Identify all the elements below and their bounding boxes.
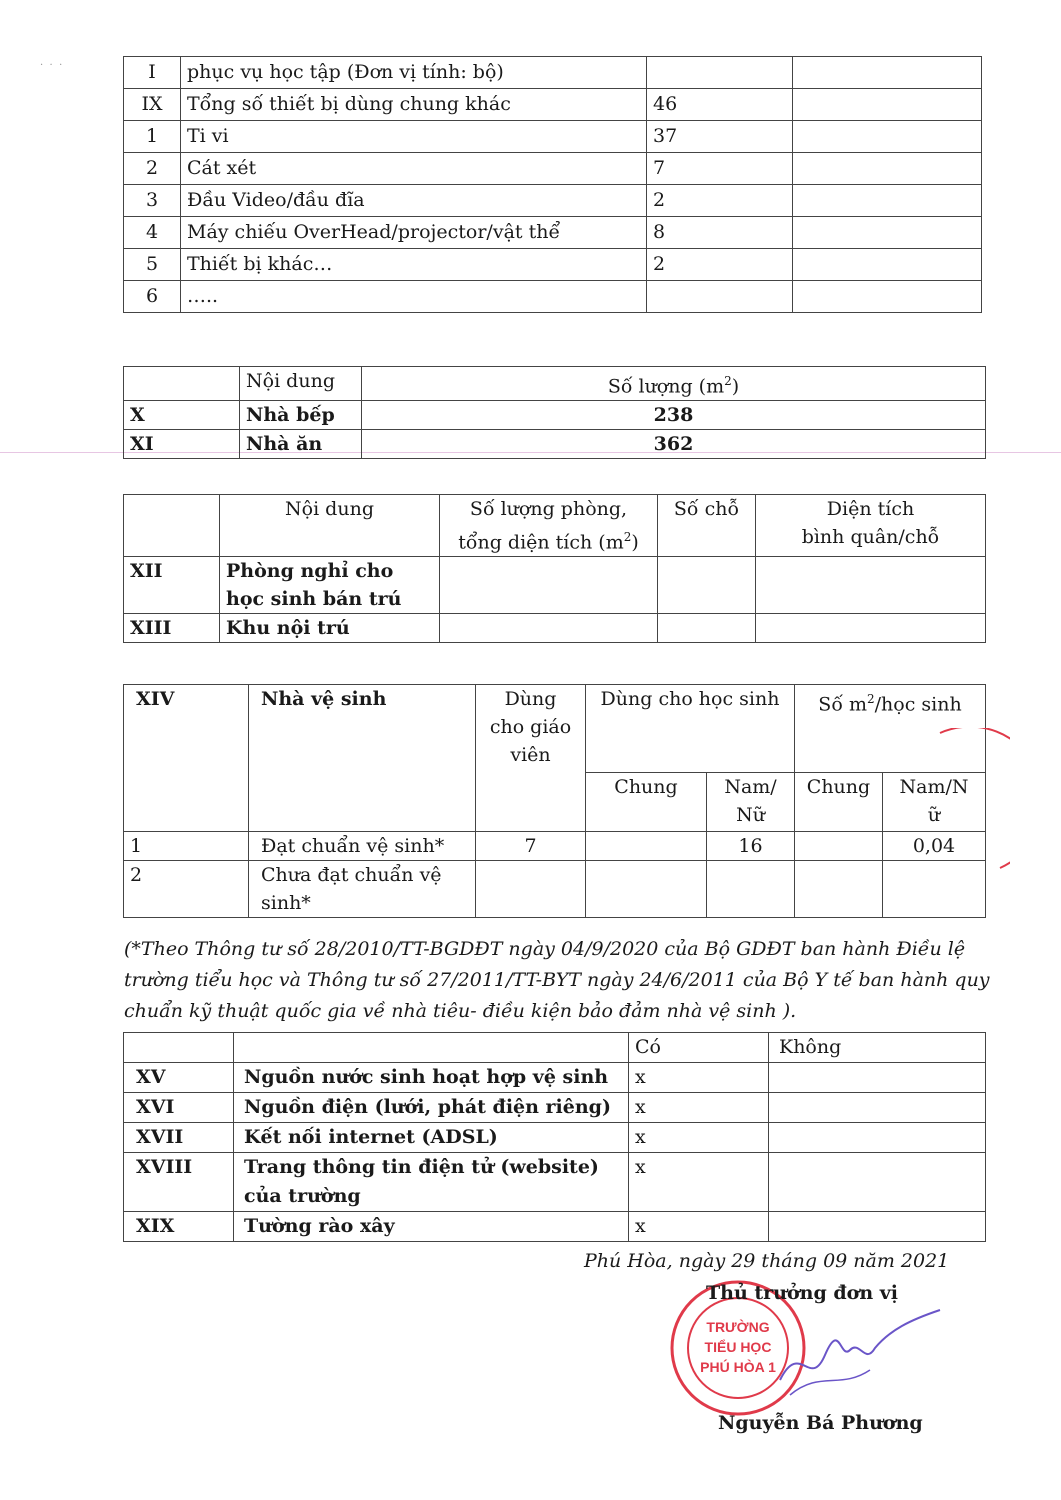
- header-common-2: Chung: [795, 772, 883, 831]
- toilet-table: [123, 684, 986, 918]
- table-row: [124, 185, 982, 217]
- row-number: XIX: [124, 1212, 234, 1242]
- scan-dots: · · ·: [40, 60, 63, 71]
- footnote: (*Theo Thông tư số 28/2010/TT-BGDĐT ngày 04/9/2020 của Bộ GDĐT ban hành Điều lệ trường tiểu học và Thông tư số 27/2011/TT-BYT ngày 24/6/2011 của Bộ Y tế ban hành quy chuẩn kỹ thuật quốc gia về nhà tiêu- điều kiện bảo đảm nhà vệ sinh ).: [124, 938, 990, 1022]
- table-row: [124, 89, 982, 121]
- row-number: XIII: [124, 614, 220, 643]
- table-row: [124, 861, 986, 918]
- header-blank: [124, 495, 220, 557]
- row-number: X: [124, 401, 240, 430]
- row-number: XVII: [124, 1123, 234, 1153]
- stamp-text-2: TIỂU HỌC: [704, 1339, 772, 1355]
- table-row: [124, 1153, 986, 1212]
- table-row: [124, 57, 982, 89]
- row-label: Nhà bếp: [240, 401, 362, 430]
- partial-stamp: [920, 728, 1010, 878]
- table-row: [124, 1123, 986, 1153]
- row-label: Máy chiếu OverHead/projector/vật thể: [181, 217, 647, 249]
- table-row: [124, 1093, 986, 1123]
- table-row: [124, 217, 982, 249]
- signer-title: Thủ trưởng đơn vị: [706, 1282, 899, 1304]
- row-number: XII: [124, 557, 220, 614]
- row-common: [586, 832, 707, 861]
- table-row: [124, 1212, 986, 1242]
- row-value: [647, 57, 793, 89]
- utilities-table: [123, 1032, 986, 1242]
- row-label: Nguồn nước sinh hoạt hợp vệ sinh: [234, 1063, 629, 1093]
- row-number: 4: [124, 217, 181, 249]
- row-label: Đầu Video/đầu đĩa: [181, 185, 647, 217]
- row-yes: x: [629, 1093, 769, 1123]
- row-label: Nguồn điện (lưới, phát điện riêng): [234, 1093, 629, 1123]
- table-header-row: [124, 1033, 986, 1063]
- row-male-female: 16: [707, 832, 795, 861]
- header-content: Nội dung: [220, 495, 440, 557]
- row-number: IX: [124, 89, 181, 121]
- row-number: XVIII: [124, 1153, 234, 1212]
- row-number: 2: [124, 153, 181, 185]
- header-common: Chung: [586, 772, 707, 831]
- row-label: Kết nối internet (ADSL): [234, 1123, 629, 1153]
- row-label: phục vụ học tập (Đơn vị tính: bộ): [181, 57, 647, 89]
- row-value: 362: [362, 430, 986, 459]
- signer-name: Nguyễn Bá Phương: [718, 1412, 923, 1434]
- row-label: Khu nội trú: [220, 614, 440, 643]
- row-label: Chưa đạt chuẩn vệ sinh*: [249, 861, 476, 918]
- row-male-female-2: 0,04: [883, 832, 986, 861]
- row-extra: [793, 153, 982, 185]
- table-header-row: [124, 367, 986, 401]
- row-extra: [793, 249, 982, 281]
- row-number: I: [124, 57, 181, 89]
- row-extra: [793, 57, 982, 89]
- row-number: XVI: [124, 1093, 234, 1123]
- row-number: 2: [124, 861, 249, 918]
- equipment-table: [123, 56, 982, 313]
- row-label: Tường rào xây: [234, 1212, 629, 1242]
- row-yes: x: [629, 1123, 769, 1153]
- header-seats: Số chỗ: [658, 495, 756, 557]
- header-m2: Số $m^2$/học sinh: [795, 685, 986, 773]
- row-extra: [793, 217, 982, 249]
- row-label: Phòng nghỉ cho học sinh bán trú: [220, 557, 440, 614]
- row-label: Trang thông tin điện tử (website) của trường: [234, 1153, 629, 1212]
- row-label: Ti vi: [181, 121, 647, 153]
- table-row: [124, 430, 986, 459]
- table-row: [124, 249, 982, 281]
- stamp-text-3: PHÚ HÒA 1: [700, 1359, 776, 1375]
- row-number: 3: [124, 185, 181, 217]
- row-label: Thiết bị khác…: [181, 249, 647, 281]
- row-label: …..: [181, 281, 647, 313]
- header-male-female-2: Nam/N ữ: [883, 772, 986, 831]
- table-row: [124, 153, 982, 185]
- row-extra: [793, 185, 982, 217]
- row-yes: x: [629, 1063, 769, 1093]
- row-number: 5: [124, 249, 181, 281]
- row-extra: [793, 89, 982, 121]
- table-row: [124, 1063, 986, 1093]
- toilet-title: Nhà vệ sinh: [249, 685, 476, 832]
- row-value: 37: [647, 121, 793, 153]
- row-number: 1: [124, 121, 181, 153]
- table-row: [124, 281, 982, 313]
- row-number: XIV: [124, 685, 249, 832]
- row-label: Đạt chuẩn vệ sinh*: [249, 832, 476, 861]
- row-number: 1: [124, 832, 249, 861]
- header-blank: [124, 367, 240, 401]
- row-extra: [793, 121, 982, 153]
- header-content: Nội dung: [240, 367, 362, 401]
- row-number: 6: [124, 281, 181, 313]
- table-header-row: [124, 685, 986, 773]
- row-value: 8: [647, 217, 793, 249]
- row-common-2: [795, 832, 883, 861]
- stamp-text-1: TRƯỜNG: [706, 1319, 770, 1335]
- row-label: Tổng số thiết bị dùng chung khác: [181, 89, 647, 121]
- row-value: 2: [647, 185, 793, 217]
- header-male-female: Nam/ Nữ: [707, 772, 795, 831]
- kitchen-table: [123, 366, 986, 459]
- row-value: 2: [647, 249, 793, 281]
- row-value: [647, 281, 793, 313]
- header-no: Không: [769, 1033, 986, 1063]
- header-rooms: Số lượng phòng, tổng diện tích $(m^2)$: [440, 495, 658, 557]
- table-row: [124, 401, 986, 430]
- header-quantity: Số lượng $(m^2)$: [362, 367, 986, 401]
- header-teacher: Dùng cho giáo viên: [476, 685, 586, 832]
- row-yes: x: [629, 1153, 769, 1212]
- signature-scribble: [770, 1300, 950, 1410]
- table-row: [124, 614, 986, 643]
- signature-date: Phú Hòa, ngày 29 tháng 09 năm 2021: [584, 1250, 950, 1272]
- row-value: 238: [362, 401, 986, 430]
- row-value: 7: [647, 153, 793, 185]
- row-label: Cát xét: [181, 153, 647, 185]
- header-yes: Có: [629, 1033, 769, 1063]
- rooms-table: [123, 494, 986, 643]
- header-area: Diện tích bình quân/chỗ: [756, 495, 986, 557]
- row-teacher: 7: [476, 832, 586, 861]
- header-students: Dùng cho học sinh: [586, 685, 795, 773]
- row-extra: [793, 281, 982, 313]
- row-number: XV: [124, 1063, 234, 1093]
- row-yes: x: [629, 1212, 769, 1242]
- table-row: [124, 121, 982, 153]
- row-number: XI: [124, 430, 240, 459]
- table-row: [124, 832, 986, 861]
- table-row: [124, 557, 986, 614]
- row-label: Nhà ăn: [240, 430, 362, 459]
- table-header-row: [124, 495, 986, 557]
- row-value: 46: [647, 89, 793, 121]
